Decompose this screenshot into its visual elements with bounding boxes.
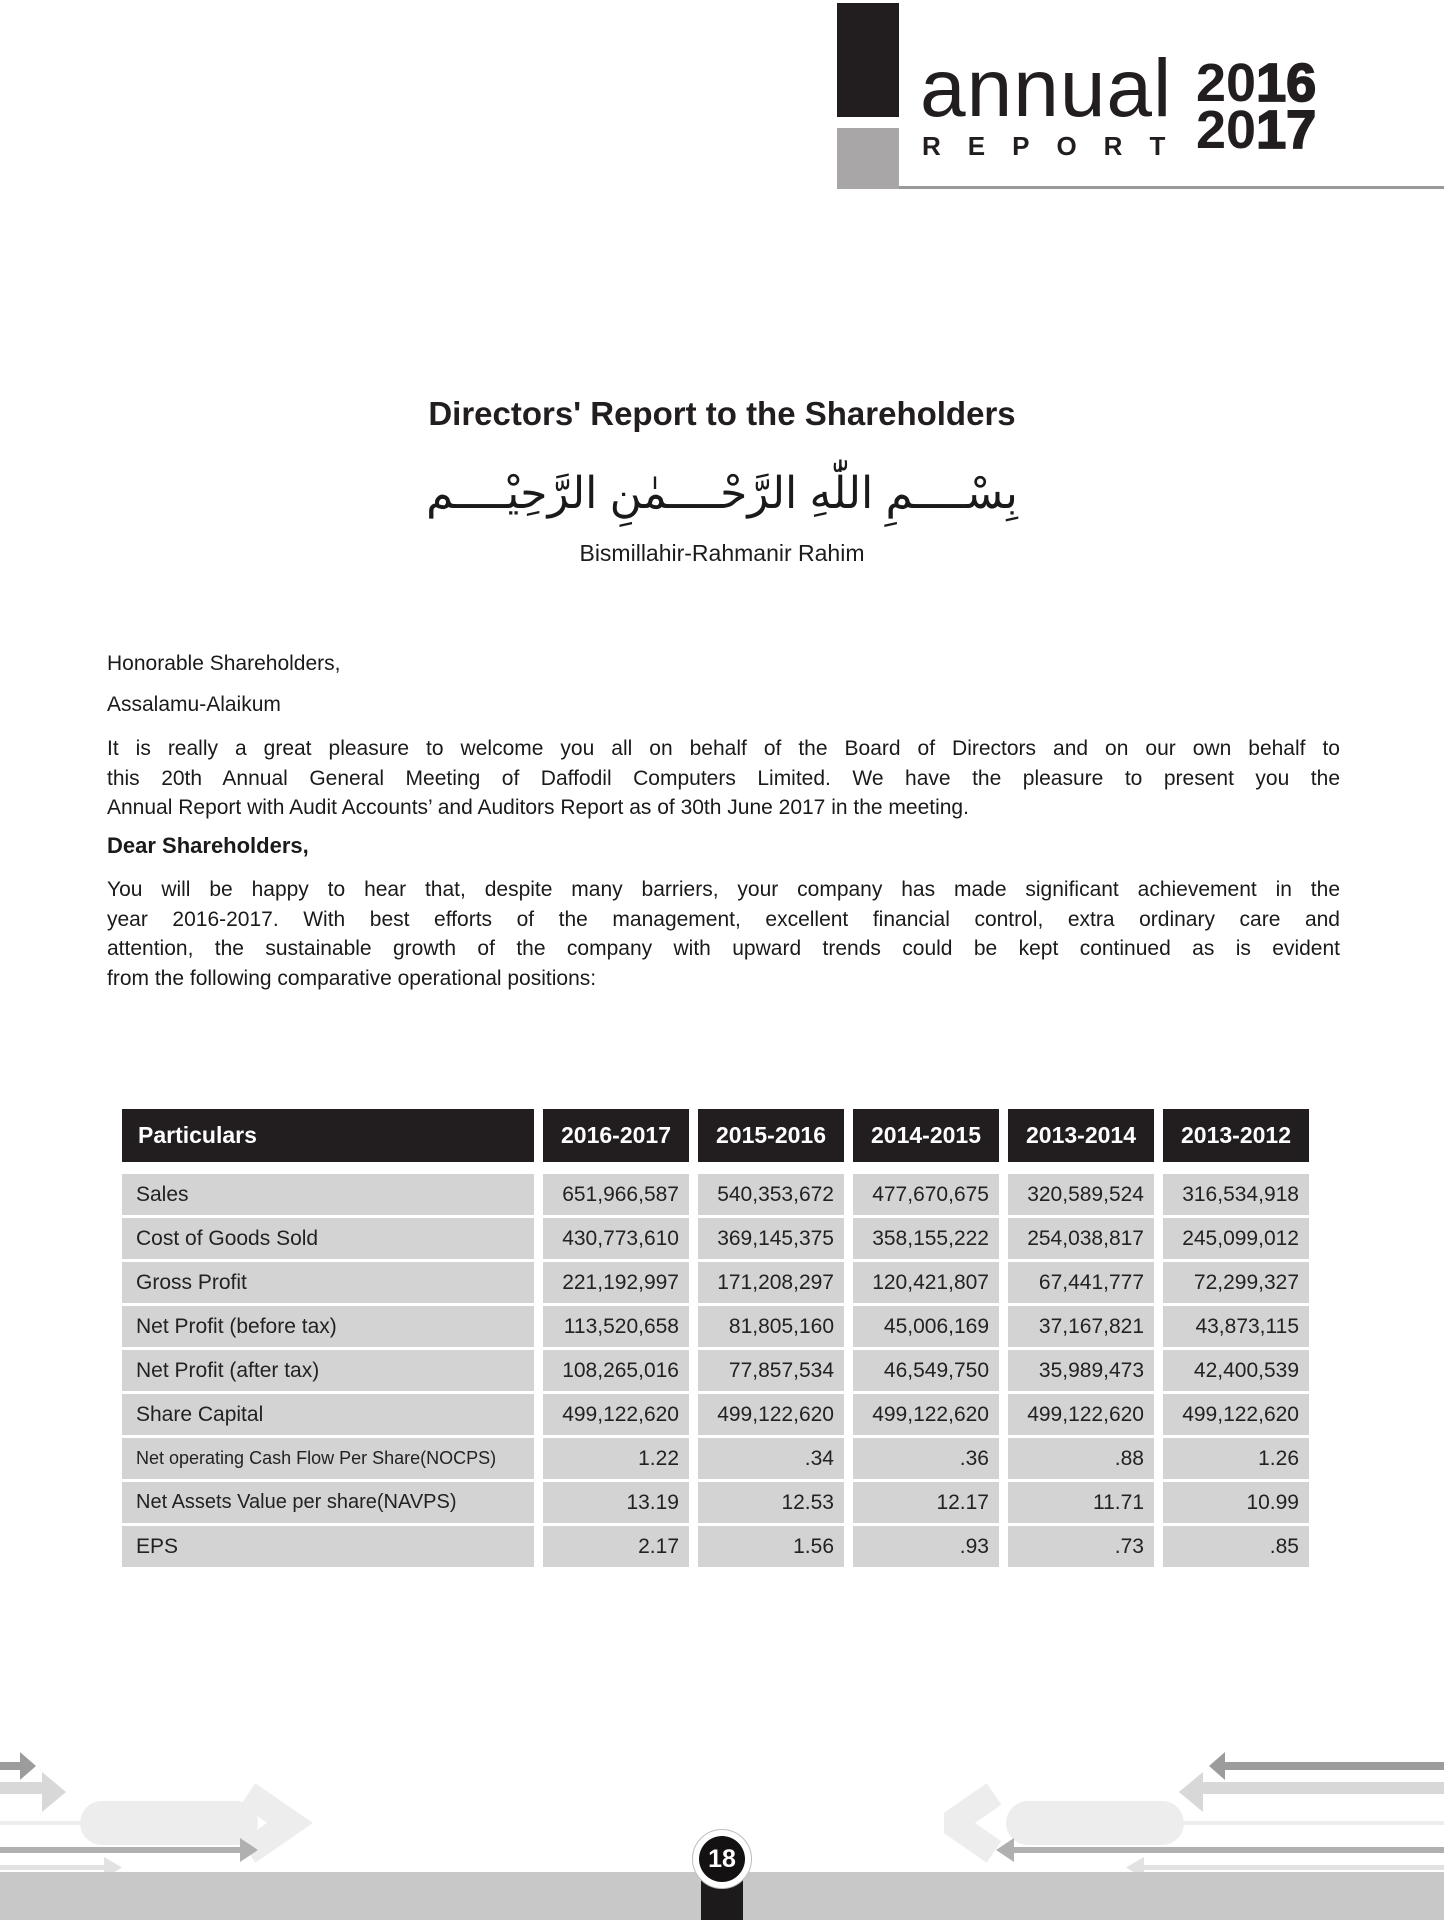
table-cell: 13.19 [543,1482,689,1523]
table-row [122,1350,1309,1391]
paragraph-line: attention, the sustainable growth of the company with upward trends could be kept continued as is evident [107,937,1340,960]
header-divider-line [899,186,1444,189]
table-cell: 499,122,620 [543,1394,689,1435]
table-cell: 316,534,918 [1163,1174,1309,1215]
table-cell: 12.53 [698,1482,844,1523]
table-row [122,1218,1309,1259]
table-cell: 77,857,534 [698,1350,844,1391]
left-arrows-decoration [944,1750,1444,1880]
table-cell: 320,589,524 [1008,1174,1154,1215]
table-cell: 1.26 [1163,1438,1309,1479]
table-row [122,1482,1309,1523]
paragraph-line: Annual Report with Audit Accounts’ and Auditors Report as of 30th June 2017 in the meeting. [107,796,969,819]
paragraph-achievement [107,875,1340,993]
table-row [122,1438,1309,1479]
paragraph-line: It is really a great pleasure to welcome you all on behalf of the Board of Directors and on our own behalf to [107,737,1340,760]
table-cell: 477,670,675 [853,1174,999,1215]
table-cell: .73 [1008,1526,1154,1567]
table-cell: 108,265,016 [543,1350,689,1391]
page-title: Directors' Report to the Shareholders [428,395,1016,432]
logo-annual-text: annual [920,43,1173,134]
table-row-label: Share Capital [122,1394,534,1435]
table-header-particulars: Particulars [122,1109,534,1162]
logo-report-text: REPORT [922,131,1193,161]
paragraph-welcome [107,734,1340,823]
table-cell: 651,966,587 [543,1174,689,1215]
right-arrows-decoration [0,1750,320,1880]
table-cell: 254,038,817 [1008,1218,1154,1259]
table-cell: 171,208,297 [698,1262,844,1303]
table-row-label: Net Profit (before tax) [122,1306,534,1347]
table-cell: 499,122,620 [853,1394,999,1435]
logo-black-square [837,3,899,117]
table-cell: 1.56 [698,1526,844,1567]
bismillah-transliteration: Bismillahir-Rahmanir Rahim [579,540,865,566]
paragraph-line: this 20th Annual General Meeting of Daffodil Computers Limited. We have the pleasure to present you the [107,766,1340,790]
table-cell: 45,006,169 [853,1306,999,1347]
table-cell: 221,192,997 [543,1262,689,1303]
table-cell: 67,441,777 [1008,1262,1154,1303]
table-row-label: Net operating Cash Flow Per Share(NOCPS) [122,1438,534,1479]
table-row-label: Net Profit (after tax) [122,1350,534,1391]
table-cell: 430,773,610 [543,1218,689,1259]
table-cell: 369,145,375 [698,1218,844,1259]
table-cell: .88 [1008,1438,1154,1479]
paragraph-line: from the following comparative operational positions: [107,966,597,990]
table-cell: 12.17 [853,1482,999,1523]
table-cell: 11.71 [1008,1482,1154,1523]
table-header-year: 2016-2017 [543,1109,689,1162]
table-row-label: EPS [122,1526,534,1567]
logo-year-bottom: 2017 [1196,100,1317,160]
table-cell: .36 [853,1438,999,1479]
table-cell: 46,549,750 [853,1350,999,1391]
table-row-label: Cost of Goods Sold [122,1218,534,1259]
table-cell: 499,122,620 [1163,1394,1309,1435]
table-row [122,1526,1309,1567]
table-cell: 113,520,658 [543,1306,689,1347]
table-cell: 37,167,821 [1008,1306,1154,1347]
table-cell: 35,989,473 [1008,1350,1154,1391]
table-cell: 10.99 [1163,1482,1309,1523]
table-row [122,1394,1309,1435]
table-cell: 358,155,222 [853,1218,999,1259]
table-cell: 42,400,539 [1163,1350,1309,1391]
table-row [122,1306,1309,1347]
table-header-year: 2014-2015 [853,1109,999,1162]
table-cell: 245,099,012 [1163,1218,1309,1259]
logo-gray-square [837,128,899,189]
table-cell: 43,873,115 [1163,1306,1309,1347]
logo-years [1196,53,1317,160]
table-row-label: Gross Profit [122,1262,534,1303]
table-cell: 2.17 [543,1526,689,1567]
table-cell: 540,353,672 [698,1174,844,1215]
table-row [122,1174,1309,1215]
table-body [122,1174,1309,1567]
table-header-year: 2013-2014 [1008,1109,1154,1162]
salutation-assalamu: Assalamu-Alaikum [107,693,281,716]
page-number-badge [692,1829,752,1889]
table-cell: 72,299,327 [1163,1262,1309,1303]
table-cell: .85 [1163,1526,1309,1567]
table-cell: 81,805,160 [698,1306,844,1347]
logo-year-top: 2016 [1196,53,1317,113]
table-cell: .34 [698,1438,844,1479]
table-cell: 1.22 [543,1438,689,1479]
paragraph-line: You will be happy to hear that, despite many barriers, your company has made significant achievement in the [107,878,1340,901]
financial-comparison-table [122,1109,1309,1570]
table-row-label: Net Assets Value per share(NAVPS) [122,1482,534,1523]
table-row [122,1262,1309,1303]
table-header-year: 2013-2012 [1163,1109,1309,1162]
table-cell: 499,122,620 [1008,1394,1154,1435]
salutation-dear-shareholders: Dear Shareholders, [107,833,309,858]
table-cell: .93 [853,1526,999,1567]
table-header-year: 2015-2016 [698,1109,844,1162]
page-number: 18 [699,1836,745,1882]
salutation-honorable: Honorable Shareholders, [107,652,341,675]
table-cell: 499,122,620 [698,1394,844,1435]
table-row-label: Sales [122,1174,534,1215]
bismillah-calligraphy: بِسْــــمِ اللّٰهِ الرَّحْــــمٰنِ الرَّحِيْــــم [426,469,1018,518]
table-cell: 120,421,807 [853,1262,999,1303]
paragraph-line: year 2016-2017. With best efforts of the management, excellent financial control, extra ordinary care and [107,907,1340,931]
table-header-row [122,1109,1309,1162]
